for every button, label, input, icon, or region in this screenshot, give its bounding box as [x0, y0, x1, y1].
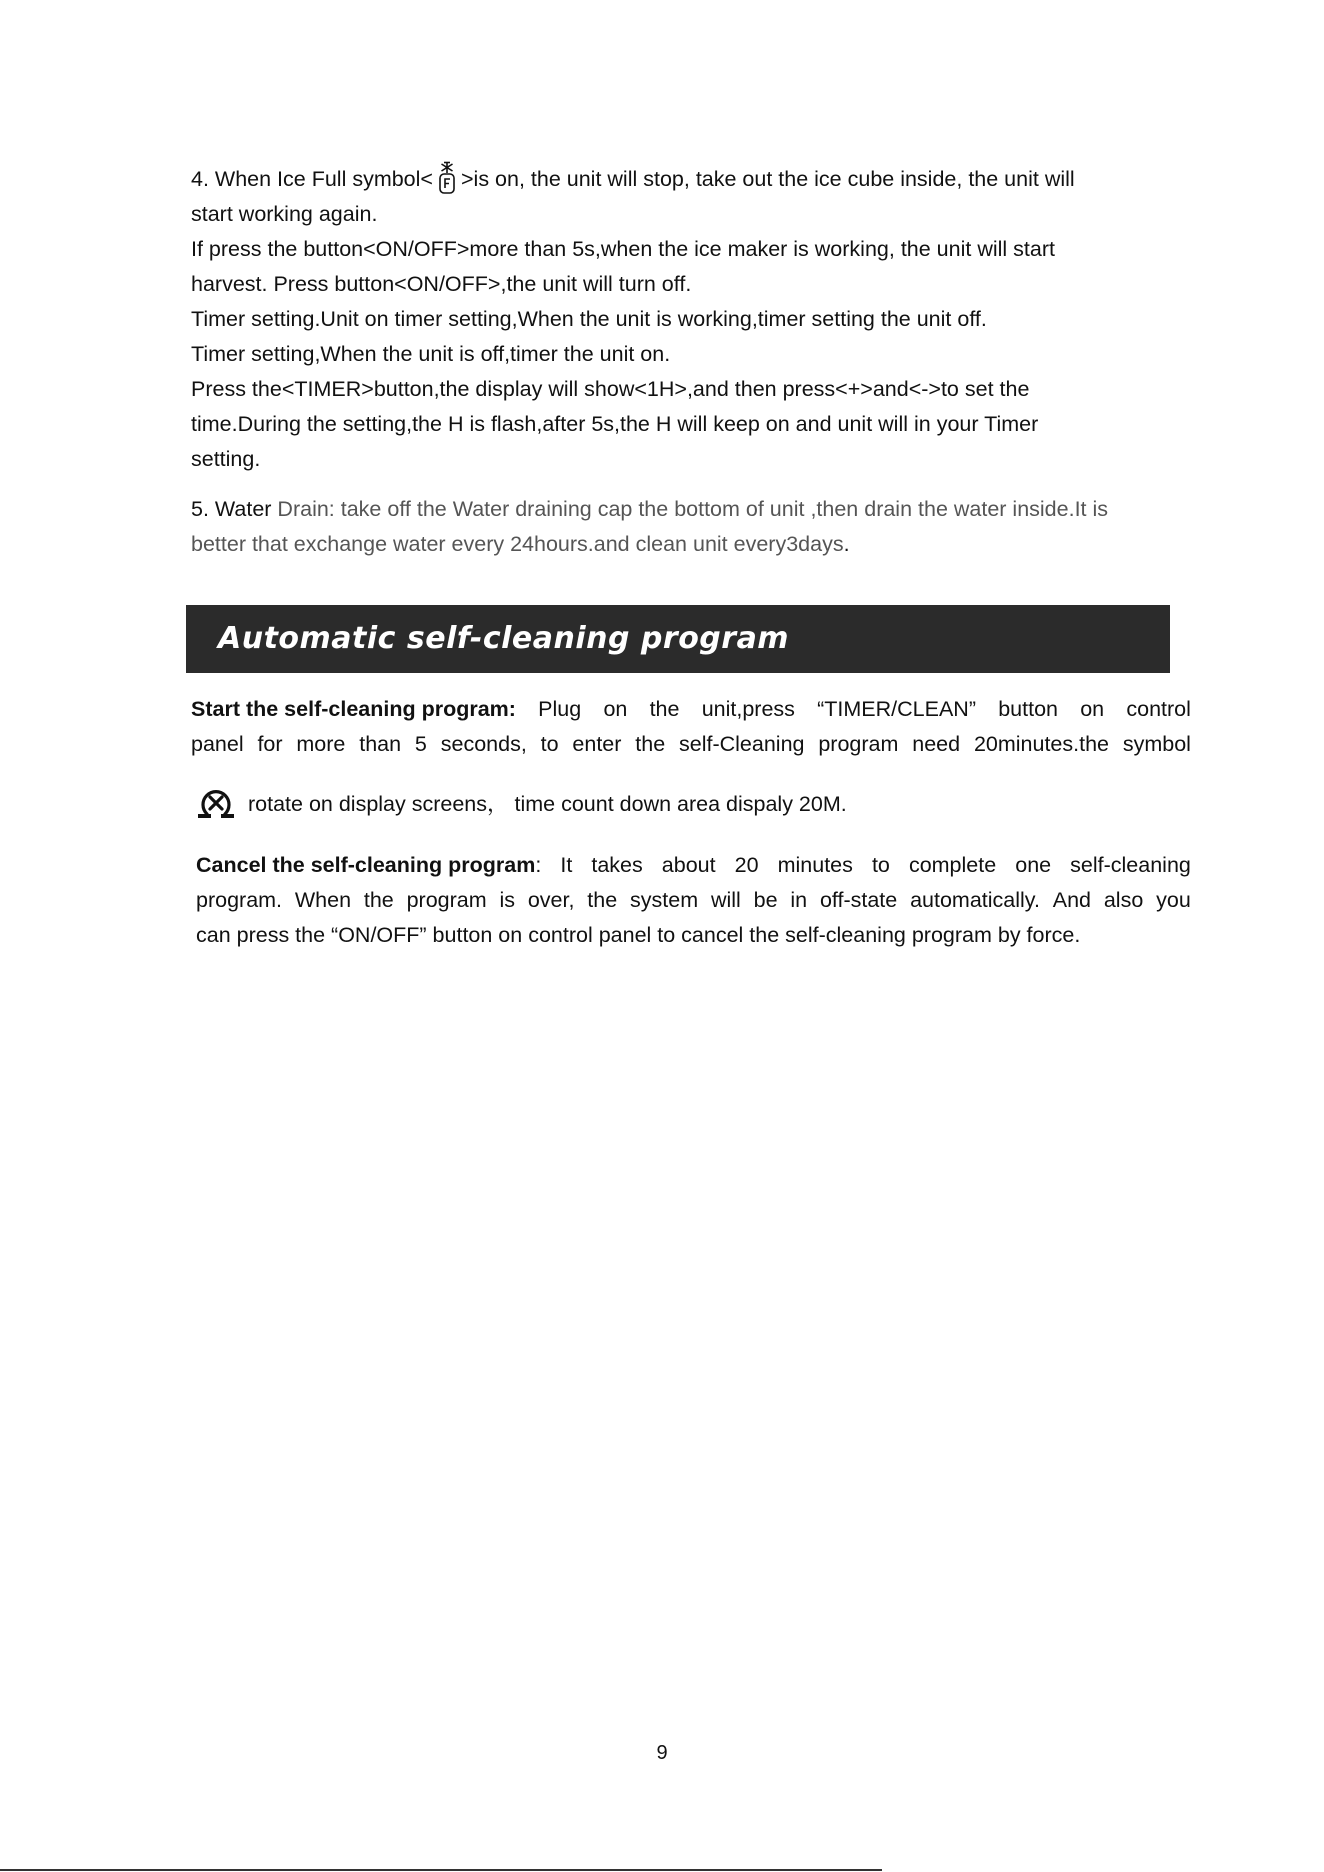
- item-5-line-2-rest: better that exchange water every 24hours.and clean unit every3days: [191, 532, 844, 556]
- start-program-word: more: [296, 732, 346, 756]
- ice-full-icon: [436, 161, 458, 195]
- item-4-line: start working again.: [191, 202, 378, 226]
- start-program-word: the: [635, 732, 666, 756]
- item-4-paragraph: [191, 161, 1075, 477]
- cancel-program-word: also: [1103, 888, 1144, 912]
- start-program-paragraph: [191, 692, 1191, 762]
- cancel-program-word: will: [710, 888, 741, 912]
- item-4-line: If press the button<ON/OFF>more than 5s,when the ice maker is working, the unit will start: [191, 237, 1055, 261]
- start-program-word: for: [257, 732, 283, 756]
- bottom-divider: [0, 1869, 882, 1871]
- item-4-line: Timer setting,When the unit is off,timer the unit on.: [191, 342, 671, 366]
- cancel-program-word: is: [499, 888, 516, 912]
- cancel-program-word: minutes: [777, 853, 853, 877]
- start-program-line-2: [191, 727, 1191, 762]
- cancel-program-word: self-cleaning: [1070, 853, 1191, 877]
- item-5-paragraph: [191, 492, 1108, 562]
- item-4-line-1: [191, 161, 1075, 197]
- cancel-program-word: program: [406, 888, 487, 912]
- start-program-word: need: [912, 732, 961, 756]
- start-program-word: “TIMER/CLEAN”: [817, 697, 976, 721]
- cancel-program-word: off-state: [819, 888, 898, 912]
- start-program-word: unit,press: [701, 697, 795, 721]
- start-program-word: panel: [191, 732, 244, 756]
- item-5-line-1: [191, 492, 1108, 527]
- item-4-line: setting.: [191, 447, 261, 471]
- cancel-program-word: program.: [196, 888, 283, 912]
- cancel-program-line-2: [196, 883, 1191, 918]
- start-program-word: control: [1126, 697, 1191, 721]
- start-program-word: to: [540, 732, 559, 756]
- start-program-word: button: [998, 697, 1058, 721]
- start-program-word: the: [649, 697, 680, 721]
- cancel-program-word: about: [661, 853, 716, 877]
- cancel-program-word: complete: [908, 853, 997, 877]
- start-program-line-3-text: rotate on display screens， time count down area dispaly 20M.: [248, 791, 847, 816]
- cancel-program-colon: :: [535, 853, 542, 877]
- cancel-program-word: automatically.: [910, 888, 1040, 912]
- cancel-program-word: to: [871, 853, 890, 877]
- item-5-line-2-end: .: [843, 532, 850, 556]
- page-number: 9: [656, 1742, 668, 1764]
- self-clean-rotate-icon: [196, 785, 236, 823]
- start-program-line-1: [191, 692, 1191, 727]
- start-program-word: program: [818, 732, 899, 756]
- cancel-program-word: one: [1015, 853, 1052, 877]
- item-5-line-1-rest: Drain: take off the Water draining cap the bottom of unit ,then drain the water inside.It is: [271, 497, 1109, 521]
- start-program-word: self-Cleaning: [679, 732, 805, 756]
- start-program-word: 5: [414, 732, 427, 756]
- section-title: Automatic self-cleaning program: [218, 621, 790, 656]
- start-program-word: on: [603, 697, 628, 721]
- cancel-program-word: be: [753, 888, 778, 912]
- cancel-program-word: 20: [734, 853, 759, 877]
- start-program-word: symbol: [1122, 732, 1191, 756]
- start-program-word: Plug: [538, 697, 582, 721]
- cancel-program-word: And: [1052, 888, 1092, 912]
- start-program-word: seconds,: [440, 732, 527, 756]
- start-program-line-3: [196, 785, 847, 823]
- start-program-word: on: [1080, 697, 1105, 721]
- cancel-program-word: system: [630, 888, 699, 912]
- cancel-program-word: you: [1156, 888, 1191, 912]
- item-4-line: Timer setting.Unit on timer setting,When the unit is working,timer setting the unit off.: [191, 307, 987, 331]
- item-4-line-1-start: 4. When Ice Full symbol<: [191, 167, 433, 191]
- cancel-program-word: in: [790, 888, 808, 912]
- cancel-program-word: the: [363, 888, 394, 912]
- cancel-program-label: Cancel the self-cleaning program: [196, 853, 536, 877]
- item-4-line: Press the<TIMER>button,the display will show<1H>,and then press<+>and<->to set the: [191, 377, 1030, 401]
- cancel-program-word: When: [294, 888, 352, 912]
- cancel-program-label-group: [196, 848, 541, 883]
- start-program-word: than: [359, 732, 402, 756]
- start-program-word: enter: [572, 732, 622, 756]
- item-4-line: time.During the setting,the H is flash,after 5s,the H will keep on and unit will in your Timer: [191, 412, 1039, 436]
- cancel-program-line-3: can press the “ON/OFF” button on control panel to cancel the self-cleaning program by force.: [196, 923, 1081, 947]
- start-program-word: 20minutes.the: [973, 732, 1109, 756]
- cancel-program-word: takes: [591, 853, 643, 877]
- item-5-line-2: [191, 527, 1108, 562]
- section-header-bar: [186, 605, 1170, 673]
- item-4-line: harvest. Press button<ON/OFF>,the unit will turn off.: [191, 272, 692, 296]
- cancel-program-word: over,: [527, 888, 575, 912]
- cancel-program-word: the: [587, 888, 618, 912]
- cancel-program-word: It: [560, 853, 573, 877]
- item-4-line-1-end: >is on, the unit will stop, take out the ice cube inside, the unit will: [460, 167, 1075, 191]
- cancel-program-line-1: [196, 848, 1191, 883]
- start-program-label: Start the self-cleaning program:: [191, 697, 516, 721]
- cancel-program-paragraph: [196, 848, 1191, 953]
- item-5-lead: 5. Water: [191, 497, 272, 521]
